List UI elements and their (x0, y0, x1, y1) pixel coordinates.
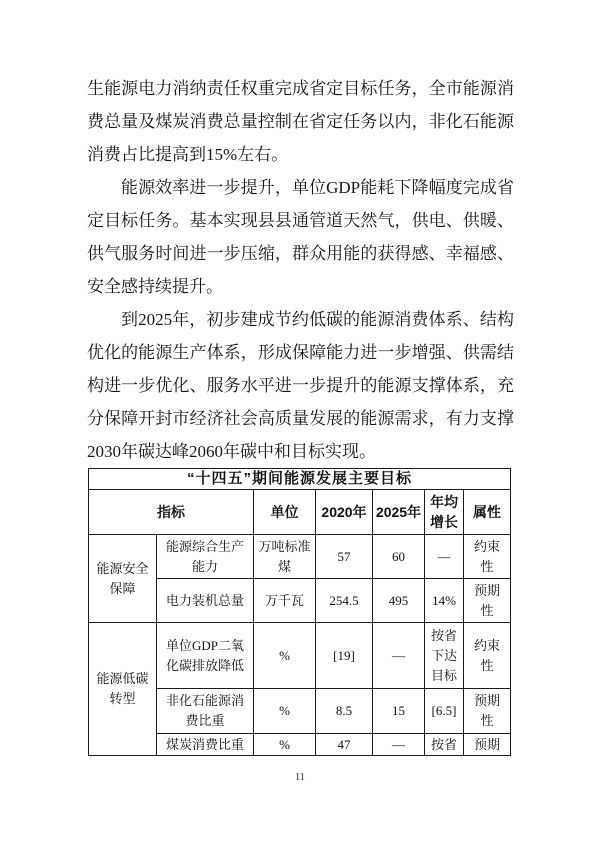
cell-2020: 8.5 (316, 689, 373, 734)
cell-attr: 预期 (464, 734, 511, 756)
table-title: “十四五”期间能源发展主要目标 (89, 469, 511, 490)
header-growth: 年均增长 (425, 490, 464, 535)
cell-indicator: 能源综合生产能力 (157, 535, 254, 579)
paragraph-energy-efficiency: 能源效率进一步提升，单位GDP能耗下降幅度完成省定目标任务。基本实现县县通管道天然气，供电、供暖、供气服务时间进一步压缩，群众用能的获得感、幸福感、安全感持续提升。 (87, 178, 514, 296)
cell-2020: 57 (316, 535, 373, 579)
cell-growth: — (425, 535, 464, 579)
cell-indicator: 非化石能源消费比重 (157, 689, 254, 734)
group-energy-security: 能源安全保障 (89, 535, 157, 623)
cell-indicator: 电力装机总量 (157, 579, 254, 623)
cell-growth: [6.5] (425, 689, 464, 734)
table-header-row (89, 490, 511, 535)
cell-unit: % (254, 689, 316, 734)
cell-attr: 预期性 (464, 689, 511, 734)
cell-2020: 254.5 (316, 579, 373, 623)
header-2020: 2020年 (316, 490, 373, 535)
table-row (89, 623, 511, 689)
body-text (87, 72, 514, 468)
cell-growth: 按省下达目标 (425, 623, 464, 689)
cell-growth: 按省 (425, 734, 464, 756)
header-2025: 2025年 (373, 490, 425, 535)
cell-indicator: 煤炭消费比重 (157, 734, 254, 756)
cell-2020: 47 (316, 734, 373, 756)
group-low-carbon: 能源低碳转型 (89, 623, 157, 756)
energy-goals-table (88, 468, 511, 756)
cell-2025: 15 (373, 689, 425, 734)
cell-2025: 495 (373, 579, 425, 623)
cell-attr: 预期性 (464, 579, 511, 623)
table-title-row (89, 469, 511, 490)
cell-2020: [19] (316, 623, 373, 689)
cell-2025: — (373, 734, 425, 756)
page-number: 11 (295, 772, 305, 783)
header-attr: 属性 (464, 490, 511, 535)
cell-unit: 万千瓦 (254, 579, 316, 623)
paragraph-2025-goals: 到2025年，初步建成节约低碳的能源消费体系、结构优化的能源生产体系，形成保障能力进一步增强、供需结构进一步优化、服务水平进一步提升的能源支撑体系，充分保障开封市经济社会高质量发展的能源需求，有力支撑2030年碳达峰2060年碳中和目标实现。 (87, 310, 514, 461)
cell-unit: % (254, 734, 316, 756)
cell-attr: 约束性 (464, 623, 511, 689)
header-indicator: 指标 (89, 490, 254, 535)
cell-unit: % (254, 623, 316, 689)
cell-growth: 14% (425, 579, 464, 623)
paragraph-continuation: 生能源电力消纳责任权重完成省定目标任务，全市能源消费总量及煤炭消费总量控制在省定任务以内，非化石能源消费占比提高到15%左右。 (87, 79, 514, 164)
cell-unit: 万吨标准煤 (254, 535, 316, 579)
cell-attr: 约束性 (464, 535, 511, 579)
cell-2025: — (373, 623, 425, 689)
cell-2025: 60 (373, 535, 425, 579)
cell-indicator: 单位GDP二氧化碳排放降低 (157, 623, 254, 689)
header-unit: 单位 (254, 490, 316, 535)
table-row (89, 535, 511, 579)
